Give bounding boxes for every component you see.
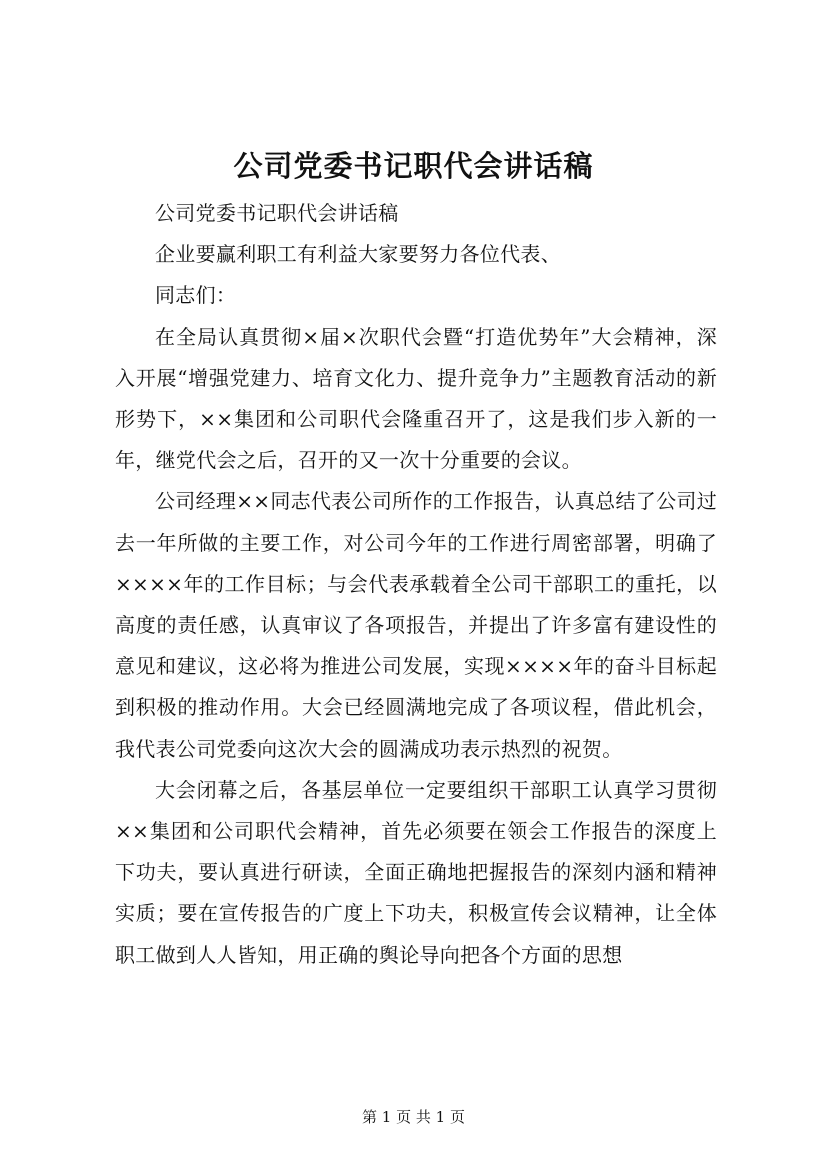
document-title: 公司党委书记职代会讲话稿 xyxy=(233,149,594,183)
paragraph-body-1: 在全局认真贯彻×届×次职代会暨“打造优势年”大会精神，深入开展“增强党建力、培育文化力、提升竞争力”主题教育活动的新形势下，××集团和公司职代会隆重召开了，这是我们步入新的一年，继党代会之后，召开的又一次十分重要的会议。 xyxy=(115,324,717,473)
page-footer: 第 1 页 共 1 页 xyxy=(362,1108,465,1126)
paragraph-body-2: 公司经理××同志代表公司所作的工作报告，认真总结了公司过去一年所做的主要工作，对公司今年的工作进行周密部署，明确了××××年的工作目标；与会代表承载着全公司干部职工的重托，以高度的责任感，认真审议了各项报告，并提出了许多富有建设性的意见和建议，这必将为推进公司发展，实现××××年的奋斗目标起到积极的推动作用。大会已经圆满地完成了各项议程，借此机会，我代表公司党委向这次大会的圆满成功表示热烈的祝贺。 xyxy=(115,489,717,761)
document-body xyxy=(115,193,717,976)
paragraph-subtitle: 公司党委书记职代会讲话稿 xyxy=(155,201,399,225)
paragraph-body-3: 大会闭幕之后，各基层单位一定要组织干部职工认真学习贯彻××集团和公司职代会精神，首先必须要在领会工作报告的深度上下功夫，要认真进行研读，全面正确地把握报告的深刻内涵和精神实质；要在宣传报告的广度上下功夫，积极宣传会议精神，让全体职工做到人人皆知，用正确的舆论导向把各个方面的思想 xyxy=(115,777,717,967)
paragraph-slogan: 企业要赢利职工有利益大家要努力各位代表、 xyxy=(155,242,561,267)
paragraph-salutation: 同志们： xyxy=(155,283,237,308)
